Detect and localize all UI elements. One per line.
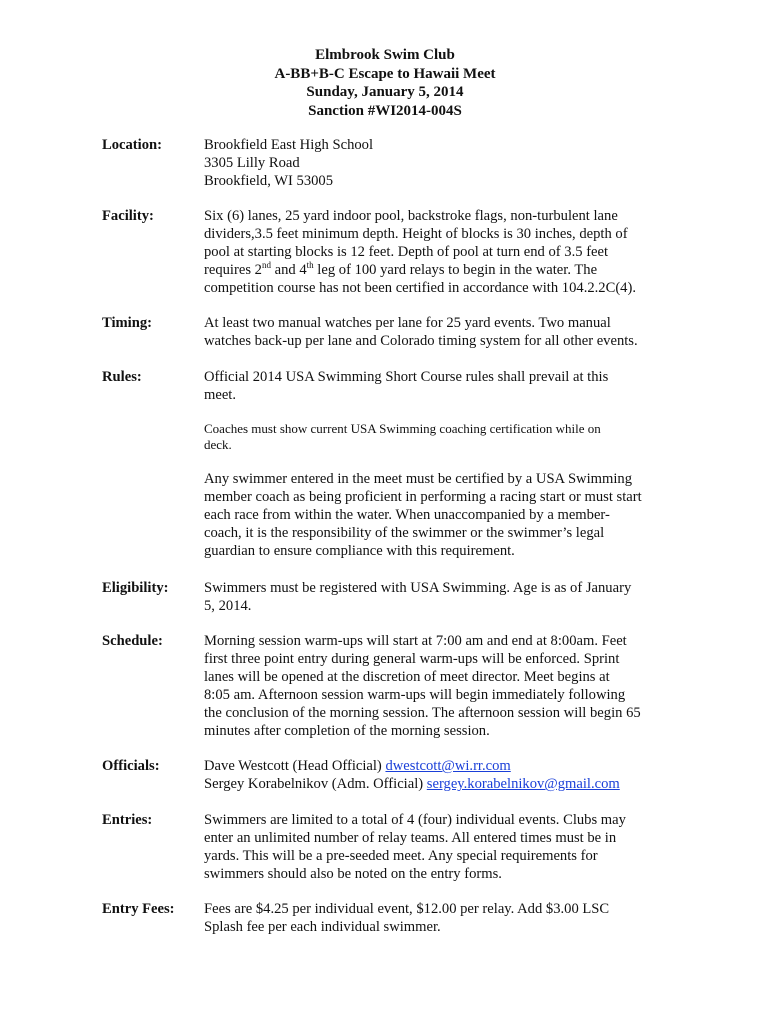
facility-text: requires 2 — [204, 262, 262, 278]
timing-line: watches back-up per lane and Colorado timing system for all other events. — [204, 333, 638, 349]
entries-line: swimmers should also be noted on the entry forms. — [204, 866, 502, 882]
facility-line: competition course has not been certified in accordance with 104.2.2C(4). — [204, 280, 636, 296]
timing-line: At least two manual watches per lane for 25 yard events. Two manual — [204, 315, 611, 331]
entry-fees-line: Splash fee per each individual swimmer. — [204, 919, 441, 935]
meet-title: A-BB+B-C Escape to Hawaii Meet — [274, 65, 496, 82]
schedule-line: 8:05 am. Afternoon session warm-ups will begin immediately following — [204, 687, 626, 703]
head-official-email-link[interactable]: dwestcott@wi.rr.com — [385, 758, 511, 774]
head-official-name: Dave Westcott (Head Official) — [204, 758, 386, 774]
entries-line: Swimmers are limited to a total of 4 (four) individual events. Clubs may — [204, 812, 626, 828]
rules-line: member coach as being proficient in performing a racing start or must start — [204, 489, 642, 505]
club-name: Elmbrook Swim Club — [315, 47, 455, 63]
facility-line — [204, 261, 674, 279]
location-label: Location: — [102, 137, 162, 153]
location-line: Brookfield East High School — [204, 137, 374, 153]
document-header — [0, 46, 770, 120]
location-content — [204, 136, 674, 190]
schedule-line: lanes will be opened at the discretion of meet director. Meet begins at — [204, 669, 610, 685]
rules-coach-line: deck. — [204, 437, 232, 452]
adm-official-line — [204, 775, 674, 793]
rules-line: coach, it is the responsibility of the swimmer or the swimmer’s legal — [204, 525, 605, 541]
eligibility-line: 5, 2014. — [204, 598, 252, 614]
entries-content — [204, 811, 674, 883]
eligibility-line: Swimmers must be registered with USA Swimming. Age is as of January — [204, 580, 632, 596]
rules-line: meet. — [204, 387, 237, 403]
ordinal-suffix: th — [306, 260, 314, 271]
adm-official-email-link[interactable]: sergey.korabelnikov@gmail.com — [426, 776, 620, 792]
entry-fees-label: Entry Fees: — [102, 901, 175, 917]
facility-text: and 4 — [270, 262, 307, 278]
facility-text: leg of 100 yard relays to begin in the water. The — [313, 262, 598, 278]
location-line: Brookfield, WI 53005 — [204, 173, 334, 189]
meet-date: Sunday, January 5, 2014 — [306, 84, 464, 100]
schedule-content — [204, 632, 674, 740]
rules-line: each race from within the water. When unaccompanied by a member- — [204, 507, 610, 523]
facility-line: pool at starting blocks is 12 feet. Depth of pool at turn end of 3.5 feet — [204, 244, 609, 260]
facility-label: Facility: — [102, 208, 154, 224]
adm-official-name: Sergey Korabelnikov (Adm. Official) — [204, 776, 427, 792]
facility-line: dividers,3.5 feet minimum depth. Height of blocks is 30 inches, depth of — [204, 226, 628, 242]
officials-content — [204, 757, 674, 793]
schedule-label: Schedule: — [102, 633, 163, 649]
sanction-number: Sanction #WI2014-004S — [308, 102, 462, 119]
timing-content — [204, 314, 674, 350]
rules-line: Official 2014 USA Swimming Short Course rules shall prevail at this — [204, 369, 609, 385]
entries-line: enter an unlimited number of relay teams. All entered times must be in — [204, 830, 617, 846]
entries-line: yards. This will be a pre-seeded meet. Any special requirements for — [204, 848, 598, 864]
timing-label: Timing: — [102, 315, 153, 331]
eligibility-label: Eligibility: — [102, 580, 169, 596]
head-official-line — [204, 757, 674, 775]
rules-coach-line: Coaches must show current USA Swimming coaching certification while on — [204, 421, 601, 436]
facility-line: Six (6) lanes, 25 yard indoor pool, backstroke flags, non-turbulent lane — [204, 208, 618, 224]
eligibility-content — [204, 579, 674, 615]
rules-line: guardian to ensure compliance with this requirement. — [204, 543, 515, 559]
ordinal-suffix: nd — [261, 260, 271, 271]
schedule-line: Morning session warm-ups will start at 7:00 am and end at 8:00am. Feet — [204, 633, 627, 649]
schedule-line: the conclusion of the morning session. The afternoon session will begin 65 — [204, 705, 641, 721]
schedule-line: first three point entry during general warm-ups will be enforced. Sprint — [204, 651, 620, 667]
entry-fees-line: Fees are $4.25 per individual event, $12.00 per relay. Add $3.00 LSC — [204, 901, 610, 917]
rules-content — [204, 368, 674, 560]
location-line: 3305 Lilly Road — [204, 155, 300, 171]
rules-line: Any swimmer entered in the meet must be certified by a USA Swimming — [204, 471, 632, 487]
entry-fees-content — [204, 900, 674, 936]
officials-label: Officials: — [102, 758, 160, 774]
schedule-line: minutes after completion of the morning session. — [204, 723, 490, 739]
rules-label: Rules: — [102, 369, 142, 385]
facility-content — [204, 207, 674, 297]
entries-label: Entries: — [102, 812, 153, 828]
